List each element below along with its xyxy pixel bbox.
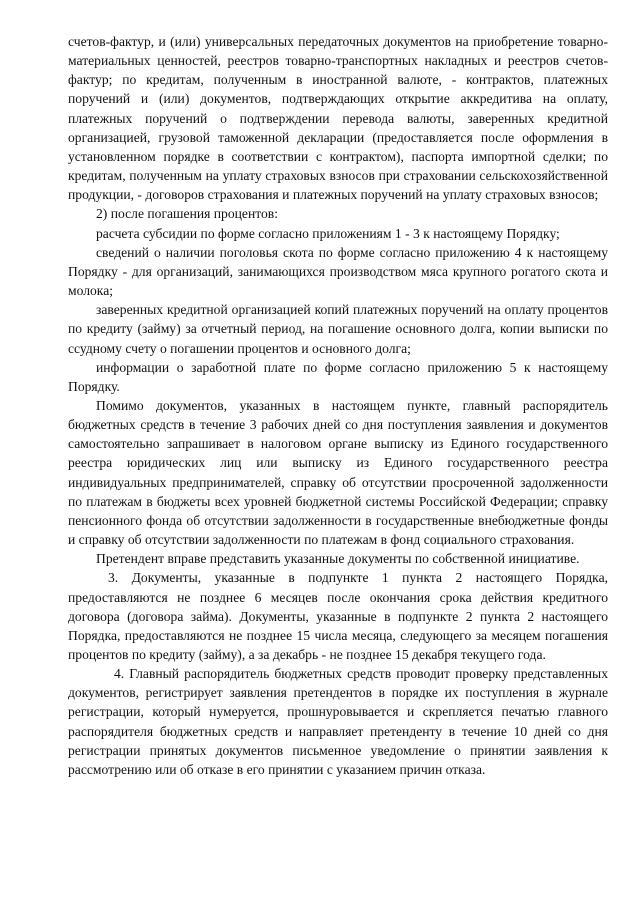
paragraph-item-3: 3. Документы, указанные в подпункте 1 пункта 2 настоящего Порядка, предоставляются не позднее 6 месяцев после окончания срока действия кредитного договора (договора займа). Документы, указанные в подпункте 2 пункта 2 настоящего Порядка, предоставляются не позднее 15 числа месяца, следующего за месяцем погашения процентов по кредиту (займу), а за декабрь - не позднее 15 декабря текущего года. [68,570,608,662]
paragraph-subsidy-calc: расчета субсидии по форме согласно приложениям 1 - 3 к настоящему Порядку; [96,225,560,241]
paragraph-after-interest: 2) после погашения процентов: [96,206,278,222]
paragraph-item-4: 4. Главный распорядитель бюджетных средств проводит проверку представленных документов, регистрирует заявления претендентов в порядке их поступления в журнале регистрации, который нумеруется, прошнуровывается и скрепляется печатью главного распорядителя бюджетных средств и направляет претенденту в течение 10 дней со дня регистрации принятых документов письменное уведомление о принятии заявления к рассмотрению или об отказе в его принятии с указанием причин отказа. [68,666,608,777]
paragraph-livestock: сведений о наличии поголовья скота по форме согласно приложению 4 к настоящему Порядку - для организаций, занимающихся производством мяса крупного рогатого скота и молока; [68,244,608,299]
paragraph-documents-list: счетов-фактур, и (или) универсальных передаточных документов на приобретение товарно-материальных ценностей, реестров товарно-транспортных накладных и реестров счетов-фактур; по кредитам, полученным в иностранной валюте, - контрактов, платежных поручений и (или) документов, подтверждающих открытие аккредитива на оплату, платежных поручений о подтверждении перевода валюты, заверенных кредитной организацией, грузовой таможенной декларации (предоставляется после оформления в установленном порядке в соответствии с контрактом), паспорта импортной сделки; по кредитам, полученным на уплату страховых взносов при страховании сельскохозяйственной продукции, - договоров страхования и платежных поручений на уплату страховых взносов; [68,34,608,203]
paragraph-salary-info: информации о заработной плате по форме согласно приложению 5 к настоящему Порядку. [68,359,608,394]
paragraph-initiative: Претендент вправе представить указанные документы по собственной инициативе. [96,551,580,567]
paragraph-tax-request: Помимо документов, указанных в настоящем пункте, главный распорядитель бюджетных средств в течение 3 рабочих дней со дня поступления заявления и документов самостоятельно запрашивает в налоговом органе выписку из Единого государственного реестра юридических лиц или выписку из Единого государственного реестра индивидуальных предпринимателей, справку об отсутствии просроченной задолженности по платежам в бюджеты всех уровней бюджетной системы Российской Федерации; справку пенсионного фонда об отсутствии задолженности в государственные внебюджетные фонды и справку об отсутствии задолженности по платежам в фонд социального страхования. [68,397,608,548]
paragraph-payment-orders: заверенных кредитной организацией копий платежных поручений на оплату процентов по кредиту (займу) за отчетный период, на погашение основного долга, копии выписки по ссудному счету о погашении процентов и основного долга; [68,302,608,356]
